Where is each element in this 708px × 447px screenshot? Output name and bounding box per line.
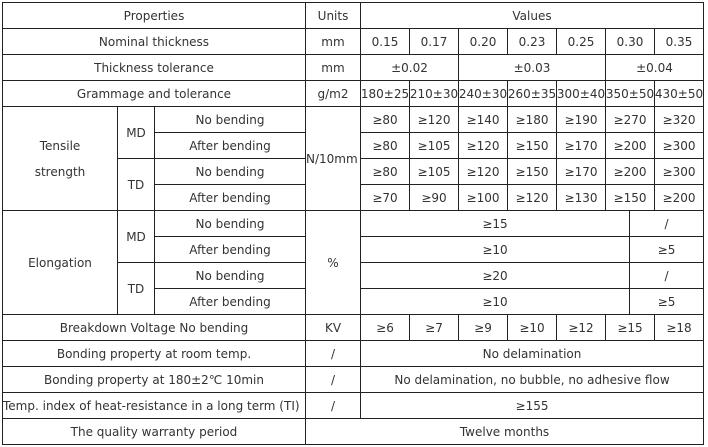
unit-cell: N/10mm (306, 107, 361, 211)
value-cell: ≥120 (410, 107, 459, 133)
row-label: Temp. index of heat-resistance in a long term (TI) (3, 393, 306, 419)
value-cell: ≥5 (630, 289, 704, 315)
value-cell: Twelve months (306, 419, 704, 445)
value-cell: ≥300 (655, 159, 704, 185)
value-cell: ≥10 (361, 289, 630, 315)
value-cell: ≥200 (655, 185, 704, 211)
value-cell: 300±40 (557, 81, 606, 107)
value-cell: ≥6 (361, 315, 410, 341)
value-cell: ≥150 (508, 133, 557, 159)
row-label: Breakdown Voltage No bending (3, 315, 306, 341)
value-cell: ≥150 (606, 185, 655, 211)
tensile-label-line1: Tensile (39, 138, 81, 153)
value-cell: 0.30 (606, 29, 655, 55)
value-cell: No delamination, no bubble, no adhesive flow (361, 367, 704, 393)
td-label: TD (118, 263, 155, 315)
row-label: Grammage and tolerance (3, 81, 306, 107)
value-cell: 210±30 (410, 81, 459, 107)
tensile-label (3, 107, 118, 211)
value-cell: ≥320 (655, 107, 704, 133)
value-cell: 350±50 (606, 81, 655, 107)
value-cell: ≥12 (557, 315, 606, 341)
value-cell: 240±30 (459, 81, 508, 107)
value-cell: 430±50 (655, 81, 704, 107)
unit-cell: % (306, 211, 361, 315)
value-cell: ≥120 (459, 133, 508, 159)
value-cell: No delamination (361, 341, 704, 367)
sub-label: No bending (155, 107, 306, 133)
unit-cell: / (306, 367, 361, 393)
row-label: Thickness tolerance (3, 55, 306, 81)
md-label: MD (118, 211, 155, 263)
value-cell: ≥120 (459, 159, 508, 185)
row-label: The quality warranty period (3, 419, 306, 445)
value-cell: ≥70 (361, 185, 410, 211)
value-cell: ≥170 (557, 133, 606, 159)
value-cell: ≥300 (655, 133, 704, 159)
value-cell: ≥200 (606, 159, 655, 185)
value-cell: 0.20 (459, 29, 508, 55)
value-cell: / (630, 263, 704, 289)
value-cell: ≥155 (361, 393, 704, 419)
value-cell: ≥170 (557, 159, 606, 185)
value-cell: ≥120 (508, 185, 557, 211)
value-cell: ≥15 (606, 315, 655, 341)
unit-cell: g/m2 (306, 81, 361, 107)
value-cell: ≥7 (410, 315, 459, 341)
value-cell: 0.35 (655, 29, 704, 55)
md-label: MD (118, 107, 155, 159)
value-cell: 0.25 (557, 29, 606, 55)
sub-label: After bending (155, 185, 306, 211)
unit-cell: KV (306, 315, 361, 341)
sub-label: After bending (155, 237, 306, 263)
sub-label: No bending (155, 211, 306, 237)
value-cell: ≥140 (459, 107, 508, 133)
sub-label: No bending (155, 159, 306, 185)
value-cell: ≥105 (410, 133, 459, 159)
value-cell: ≥80 (361, 133, 410, 159)
td-label: TD (118, 159, 155, 211)
sub-label: After bending (155, 133, 306, 159)
value-cell: ≥18 (655, 315, 704, 341)
value-cell: 180±25 (361, 81, 410, 107)
value-cell: / (630, 211, 704, 237)
value-cell: ±0.02 (361, 55, 459, 81)
tensile-label-line2: strength (34, 164, 86, 179)
header-properties: Properties (3, 3, 306, 29)
value-cell: ≥80 (361, 159, 410, 185)
unit-cell: / (306, 393, 361, 419)
value-cell: 260±35 (508, 81, 557, 107)
elongation-label: Elongation (3, 211, 118, 315)
unit-cell: mm (306, 29, 361, 55)
value-cell: ±0.03 (459, 55, 606, 81)
value-cell: ≥150 (508, 159, 557, 185)
value-cell: 0.15 (361, 29, 410, 55)
value-cell: ≥100 (459, 185, 508, 211)
value-cell: ≥105 (410, 159, 459, 185)
value-cell: ≥20 (361, 263, 630, 289)
value-cell: ≥180 (508, 107, 557, 133)
sub-label: After bending (155, 289, 306, 315)
header-units: Units (306, 3, 361, 29)
row-label: Bonding property at room temp. (3, 341, 306, 367)
value-cell: ≥270 (606, 107, 655, 133)
value-cell: ±0.04 (606, 55, 704, 81)
unit-cell: mm (306, 55, 361, 81)
unit-cell: / (306, 341, 361, 367)
header-values: Values (361, 3, 704, 29)
value-cell: ≥10 (361, 237, 630, 263)
value-cell: ≥10 (508, 315, 557, 341)
properties-table (2, 2, 704, 445)
value-cell: ≥80 (361, 107, 410, 133)
value-cell: 0.23 (508, 29, 557, 55)
value-cell: ≥15 (361, 211, 630, 237)
value-cell: 0.17 (410, 29, 459, 55)
value-cell: ≥190 (557, 107, 606, 133)
value-cell: ≥200 (606, 133, 655, 159)
row-label: Nominal thickness (3, 29, 306, 55)
sub-label: No bending (155, 263, 306, 289)
value-cell: ≥5 (630, 237, 704, 263)
value-cell: ≥130 (557, 185, 606, 211)
row-label: Bonding property at 180±2℃ 10min (3, 367, 306, 393)
value-cell: ≥90 (410, 185, 459, 211)
value-cell: ≥9 (459, 315, 508, 341)
